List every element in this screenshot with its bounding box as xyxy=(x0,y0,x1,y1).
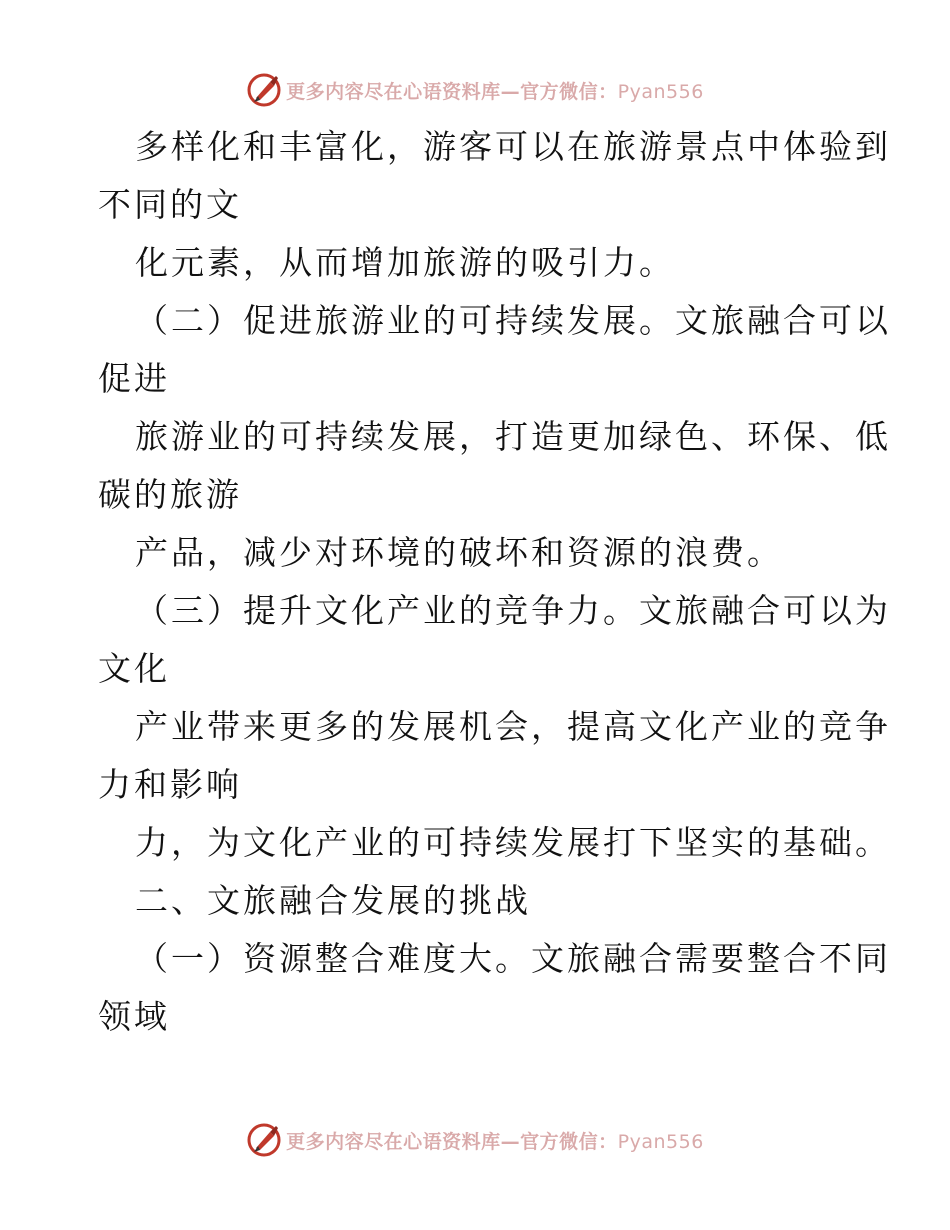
text-line: 促进 xyxy=(98,359,170,398)
document-body xyxy=(98,118,891,1046)
pen-logo-icon xyxy=(246,1122,282,1158)
text-line: 旅游业的可持续发展，打造更加绿色、环保、低 xyxy=(135,417,891,456)
header-watermark xyxy=(0,70,950,110)
watermark-id: Pyan556 xyxy=(617,80,704,103)
text-line: 力和影响 xyxy=(98,765,242,804)
text-line: 不同的文 xyxy=(98,185,242,224)
text-line: 二、文旅融合发展的挑战 xyxy=(135,881,531,920)
text-line: （二）促进旅游业的可持续发展。文旅融合可以 xyxy=(135,301,891,340)
text-line: 碳的旅游 xyxy=(98,475,242,514)
text-line: （一）资源整合难度大。文旅融合需要整合不同 xyxy=(135,939,891,978)
footer-watermark xyxy=(0,1120,950,1160)
text-line: 力，为文化产业的可持续发展打下坚实的基础。 xyxy=(135,823,891,862)
text-line: 文化 xyxy=(98,649,170,688)
watermark-text: 更多内容尽在心语资料库—官方微信：Pyan556 xyxy=(286,1130,704,1153)
text-line: （三）提升文化产业的竞争力。文旅融合可以为 xyxy=(135,591,891,630)
pen-logo-icon xyxy=(246,72,282,108)
watermark-text: 更多内容尽在心语资料库—官方微信：Pyan556 xyxy=(286,80,704,103)
text-line: 产品，减少对环境的破坏和资源的浪费。 xyxy=(135,533,783,572)
text-line: 多样化和丰富化，游客可以在旅游景点中体验到 xyxy=(135,127,891,166)
text-line: 化元素，从而增加旅游的吸引力。 xyxy=(135,243,675,282)
text-line: 产业带来更多的发展机会，提高文化产业的竞争 xyxy=(135,707,891,746)
text-line: 领域 xyxy=(98,997,170,1036)
watermark-id: Pyan556 xyxy=(617,1130,704,1153)
